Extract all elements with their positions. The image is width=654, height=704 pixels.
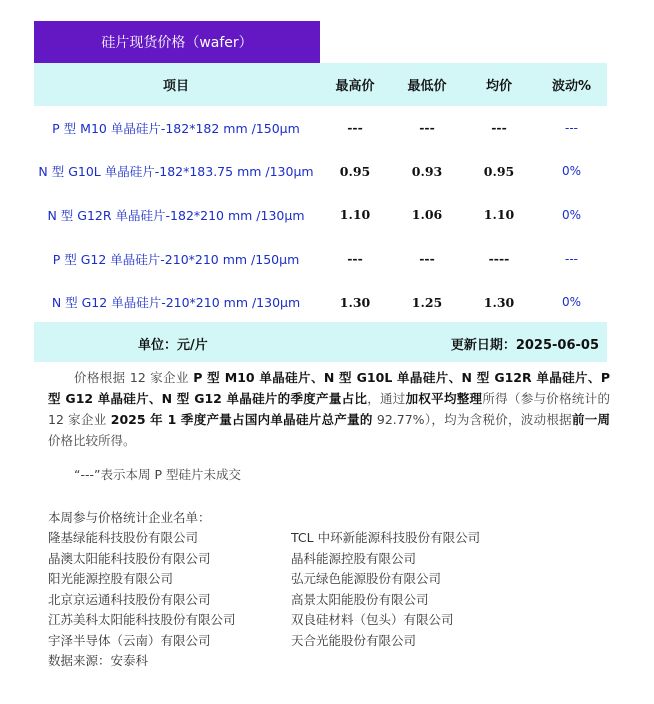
table-row	[34, 280, 607, 324]
header-min-price: 最低价	[407, 79, 447, 94]
company-item: 弘元绿色能源股份有限公司	[291, 571, 442, 587]
company-item: TCL 中环新能源科技股份有限公司	[291, 530, 481, 545]
header-max-price: 最高价	[335, 79, 375, 94]
company-item: 北京京运通科技股份有限公司	[48, 591, 211, 607]
header-item: 项目	[162, 79, 189, 94]
desc-text: 所得（参与价格统计的 12 家企业	[48, 391, 610, 427]
min-price: 1.25	[411, 294, 443, 310]
company-item: 宇泽半导体（云南）有限公司	[48, 632, 211, 648]
header-change: 波动%	[551, 79, 592, 94]
product-name: P 型 G12 单晶硅片-210*210 mm /150μm	[52, 251, 300, 267]
max-price: 1.10	[339, 207, 371, 223]
price-change: 0%	[561, 164, 582, 179]
avg-price: ----	[488, 251, 510, 267]
company-item: 阳光能源控股有限公司	[48, 571, 174, 587]
desc-text: 92.77%），均为含税价，波动根据	[372, 412, 572, 427]
price-table	[34, 63, 607, 324]
no-trade-note: “---”表示本周 P 型硅片未成交	[74, 467, 241, 482]
product-name: P 型 M10 单晶硅片-182*182 mm /150μm	[52, 120, 300, 136]
company-list	[48, 528, 608, 652]
max-price: 1.30	[339, 294, 371, 310]
max-price: 0.95	[339, 163, 371, 179]
price-change: 0%	[561, 207, 582, 222]
company-item: 晶科能源控股有限公司	[291, 550, 417, 566]
desc-text: ，通过	[367, 391, 406, 406]
update-date: 更新日期：2025-06-05	[450, 338, 599, 353]
table-header-row	[34, 63, 607, 106]
desc-text: 价格根据 12 家企业	[74, 370, 194, 385]
desc-bold-text: 加权平均整理	[405, 391, 483, 406]
page-title: 硅片现货价格（wafer）	[34, 21, 320, 63]
company-item: 天合光能股份有限公司	[291, 632, 417, 648]
avg-price: 1.30	[483, 294, 515, 310]
min-price: ---	[419, 251, 435, 267]
product-name: N 型 G12R 单晶硅片-182*210 mm /130μm	[47, 207, 305, 223]
table-footer	[34, 322, 607, 362]
company-item: 高景太阳能股份有限公司	[291, 591, 429, 607]
companies-title: 本周参与价格统计企业名单：	[48, 510, 211, 525]
avg-price: 0.95	[483, 163, 515, 179]
product-name: N 型 G10L 单晶硅片-182*183.75 mm /130μm	[38, 164, 314, 180]
company-item: 隆基绿能科技股份有限公司	[48, 530, 199, 545]
max-price: ---	[347, 120, 363, 136]
company-item: 江苏美科太阳能科技股份有限公司	[48, 612, 236, 628]
company-item: 晶澳太阳能科技股份有限公司	[48, 550, 211, 566]
unit-label: 单位：元/片	[138, 338, 208, 353]
header-avg-price: 均价	[485, 79, 512, 94]
desc-text: 价格比较所得。	[48, 433, 136, 448]
avg-price: 1.10	[483, 207, 515, 223]
table-row	[34, 193, 607, 237]
data-source: 数据来源：安泰科	[48, 653, 149, 668]
table-row	[34, 106, 607, 150]
min-price: ---	[419, 120, 435, 136]
min-price: 1.06	[411, 207, 443, 223]
desc-bold-text: P 型 M10 单晶硅片、N 型 G10L 单晶硅片、N 型 G12R 单晶硅片、P 型 G12 单晶硅片、N 型 G12 单晶硅片的季度产量占比	[48, 370, 610, 406]
table-row	[34, 150, 607, 194]
price-change: 0%	[561, 295, 582, 310]
desc-bold-text: 2025 年 1 季度产量占国内单晶硅片总产量的	[110, 412, 373, 427]
product-name: N 型 G12 单晶硅片-210*210 mm /130μm	[51, 295, 301, 311]
avg-price: ---	[491, 120, 507, 136]
min-price: 0.93	[411, 163, 443, 179]
max-price: ---	[347, 251, 363, 267]
desc-bold-text: 前一周	[571, 412, 610, 427]
company-item: 双良硅材料（包头）有限公司	[291, 612, 454, 628]
price-change: ---	[565, 251, 578, 266]
table-row	[34, 237, 607, 281]
methodology-paragraph	[48, 367, 610, 451]
price-change: ---	[565, 120, 578, 135]
